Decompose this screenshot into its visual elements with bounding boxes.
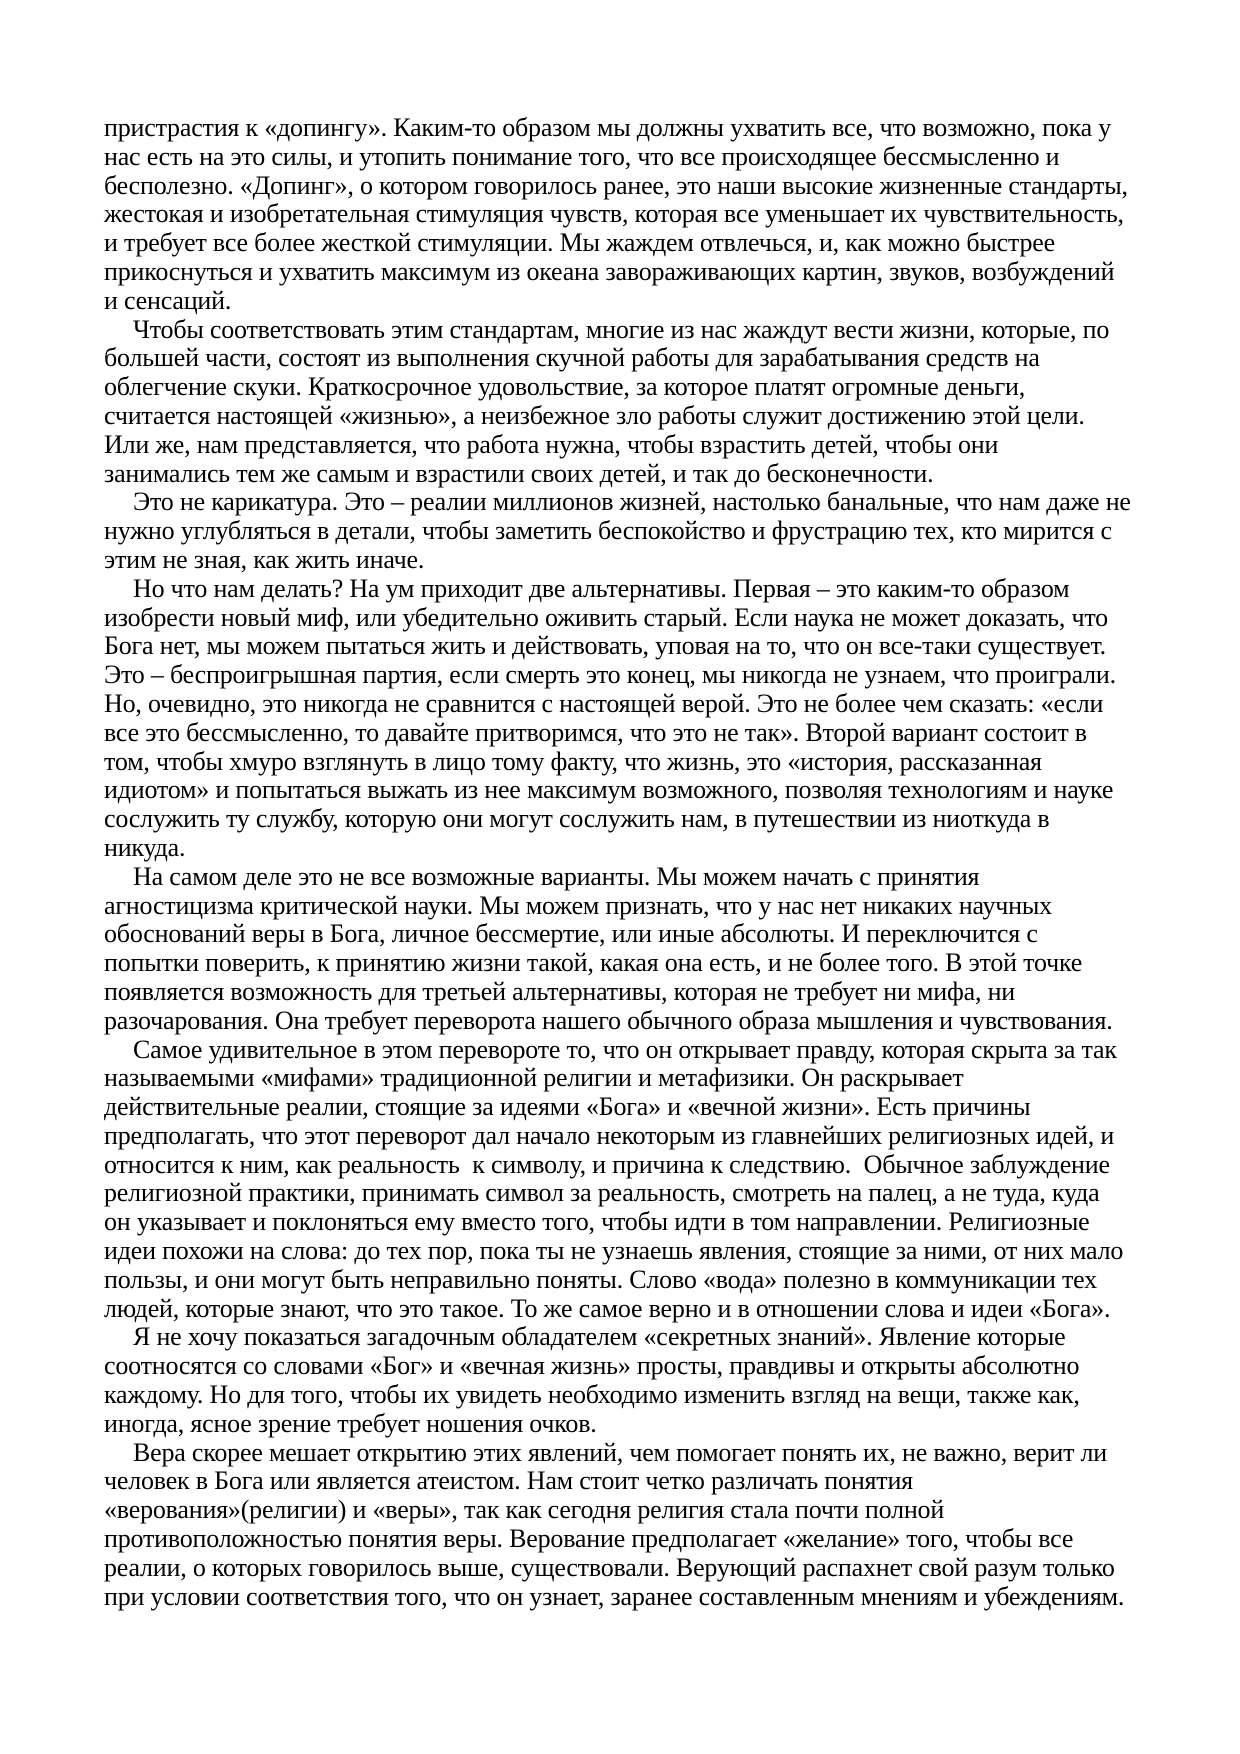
text-line: иногда, ясное зрение требует ношения очков. (104, 1408, 597, 1438)
text-line: Я не хочу показаться загадочным обладателем «секретных знаний». Явление которые (133, 1322, 1066, 1352)
text-line: попытки поверить, к принятию жизни такой, какая она есть, и не более того. В этой точке (104, 948, 1083, 978)
text-line: агностицизма критической науки. Мы можем признать, что у нас нет никаких научных (104, 890, 1052, 920)
text-line: прикоснуться и ухватить максимум из океана завораживающих картин, звуков, возбуждений (104, 256, 1115, 286)
text-line: реалии, о которых говорилось выше, существовали. Верующий распахнет свой разум только (104, 1552, 1115, 1582)
text-line: Но что нам делать? На ум приходит две альтернативы. Первая – это каким-то образом (133, 573, 1070, 603)
text-line: большей части, состоят из выполнения скучной работы для зарабатывания средств на (104, 343, 1040, 373)
text-line: каждому. Но для того, чтобы их увидеть необходимо изменить взгляд на вещи, также как, (104, 1380, 1080, 1410)
text-line: соотносятся со словами «Бог» и «вечная жизнь» просты, правдивы и открыты абсолютно (104, 1351, 1080, 1381)
text-line: никуда. (104, 832, 186, 862)
text-line: «верования»(религии) и «веры», так как сегодня религия стала почти полной (104, 1495, 945, 1525)
text-line: нужно углубляться в детали, чтобы заметить беспокойство и фрустрацию тех, кто мирится с (104, 516, 1112, 546)
text-line: действительные реалии, стоящие за идеями «Бога» и «вечной жизни». Есть причины (104, 1092, 1031, 1122)
text-line: жестокая и изобретательная стимуляция чувств, которая все уменьшает их чувствительность, (104, 199, 1124, 229)
text-line: этим не зная, как жить иначе. (104, 544, 425, 574)
text-line: пользы, и они могут быть неправильно поняты. Слово «вода» полезно в коммуникации тех (104, 1264, 1097, 1294)
text-line: облегчение скуки. Краткосрочное удовольствие, за которое платят огромные деньги, (104, 372, 1026, 402)
paragraph (104, 316, 1144, 489)
paragraph (104, 575, 1144, 863)
text-line: Это – беспроигрышная партия, если смерть это конец, мы никогда не узнаем, что проиграли. (104, 660, 1116, 690)
text-line: пристрастия к «допингу». Каким-то образом мы должны ухватить все, что возможно, пока у (104, 113, 1112, 142)
text-line: занимались тем же самым и взрастили своих детей, и так до бесконечности. (104, 458, 934, 488)
text-line: относится к ним, как реальность к символу, и причина к следствию. Обычное заблуждение (104, 1149, 1110, 1179)
text-line: предполагать, что этот переворот дал начало некоторым из главнейших религиозных идей, и (104, 1120, 1115, 1150)
text-line: появляется возможность для третьей альтернативы, которая не требует ни мифа, ни (104, 976, 1015, 1006)
text-line: считается настоящей «жизнью», а неизбежное зло работы служит достижению этой цели. (104, 400, 1085, 430)
text-line: противоположностью понятия веры. Верование предполагает «желание» того, чтобы все (104, 1524, 1074, 1554)
text-line: идеи похожи на слова: до тех пор, пока ты не узнаешь явления, стоящие за ними, от них мало (104, 1236, 1124, 1266)
text-line: том, чтобы хмуро взглянуть в лицо тому факту, что жизнь, это «история, рассказанная (104, 746, 1042, 776)
text-line: называемыми «мифами» традиционной религии и метафизики. Он раскрывает (104, 1063, 964, 1093)
text-line: людей, которые знают, что это такое. То же самое верно и в отношении слова и идеи «Бога». (104, 1293, 1111, 1323)
paragraph (104, 1036, 1144, 1324)
text-line: идиотом» и попытаться выжать из нее максимум возможного, позволяя технологиям и науке (104, 775, 1114, 805)
text-line: На самом деле это не все возможные варианты. Мы можем начать с принятия (133, 861, 980, 891)
text-line: он указывает и поклоняться ему вместо того, чтобы идти в том направлении. Религиозные (104, 1207, 1090, 1237)
text-line: бесполезно. «Допинг», о котором говорилось ранее, это наши высокие жизненные стандарты, (104, 170, 1128, 200)
text-line: религиозной практики, принимать символ за реальность, смотреть на палец, а не туда, куда (104, 1178, 1100, 1208)
text-line: Но, очевидно, это никогда не сравнится с настоящей верой. Это не более чем сказать: «если (104, 688, 1104, 718)
text-line: Самое удивительное в этом перевороте то, что он открывает правду, которая скрыта за так (133, 1034, 1117, 1064)
text-line: обоснований веры в Бога, личное бессмертие, или иные абсолюты. И переключится с (104, 919, 1038, 949)
text-line: Бога нет, мы можем пытаться жить и действовать, уповая на то, что он все-таки существует. (104, 631, 1106, 661)
text-line: сослужить ту службу, которую они могут сослужить нам, в путешествии из ниоткуда в (104, 804, 1050, 834)
paragraph (104, 114, 1144, 316)
text-line: изобрести новый миф, или убедительно оживить старый. Если наука не может доказать, что (104, 602, 1108, 632)
text-line: и требует все более жесткой стимуляции. Мы жаждем отвлечься, и, как можно быстрее (104, 228, 1055, 258)
text-line: человек в Бога или является атеистом. Нам стоит четко различать понятия (104, 1466, 913, 1496)
paragraph (104, 863, 1144, 1036)
text-line: Или же, нам представляется, что работа нужна, чтобы взрастить детей, чтобы они (104, 429, 999, 459)
paragraph (104, 1439, 1144, 1612)
text-line: Вера скорее мешает открытию этих явлений, чем помогает понять их, не важно, верит ли (133, 1437, 1108, 1467)
text-line: и сенсаций. (104, 285, 232, 315)
paragraph (104, 488, 1144, 574)
text-line: Это не карикатура. Это – реалии миллионов жизней, настолько банальные, что нам даже не (133, 487, 1131, 517)
text-line: Чтобы соответствовать этим стандартам, многие из нас жаждут вести жизни, которые, по (133, 314, 1110, 344)
text-line: нас есть на это силы, и утопить понимание того, что все происходящее бессмысленно и (104, 141, 1060, 171)
document-body (104, 114, 1144, 1611)
text-line: все это бессмысленно, то давайте притворимся, что это не так». Второй вариант состоит в (104, 717, 1087, 747)
text-line: разочарования. Она требует переворота нашего обычного образа мышления и чувствования. (104, 1005, 1113, 1035)
paragraph (104, 1323, 1144, 1438)
text-line: при условии соответствия того, что он узнает, заранее составленным мнениям и убеждениям. (104, 1581, 1125, 1611)
